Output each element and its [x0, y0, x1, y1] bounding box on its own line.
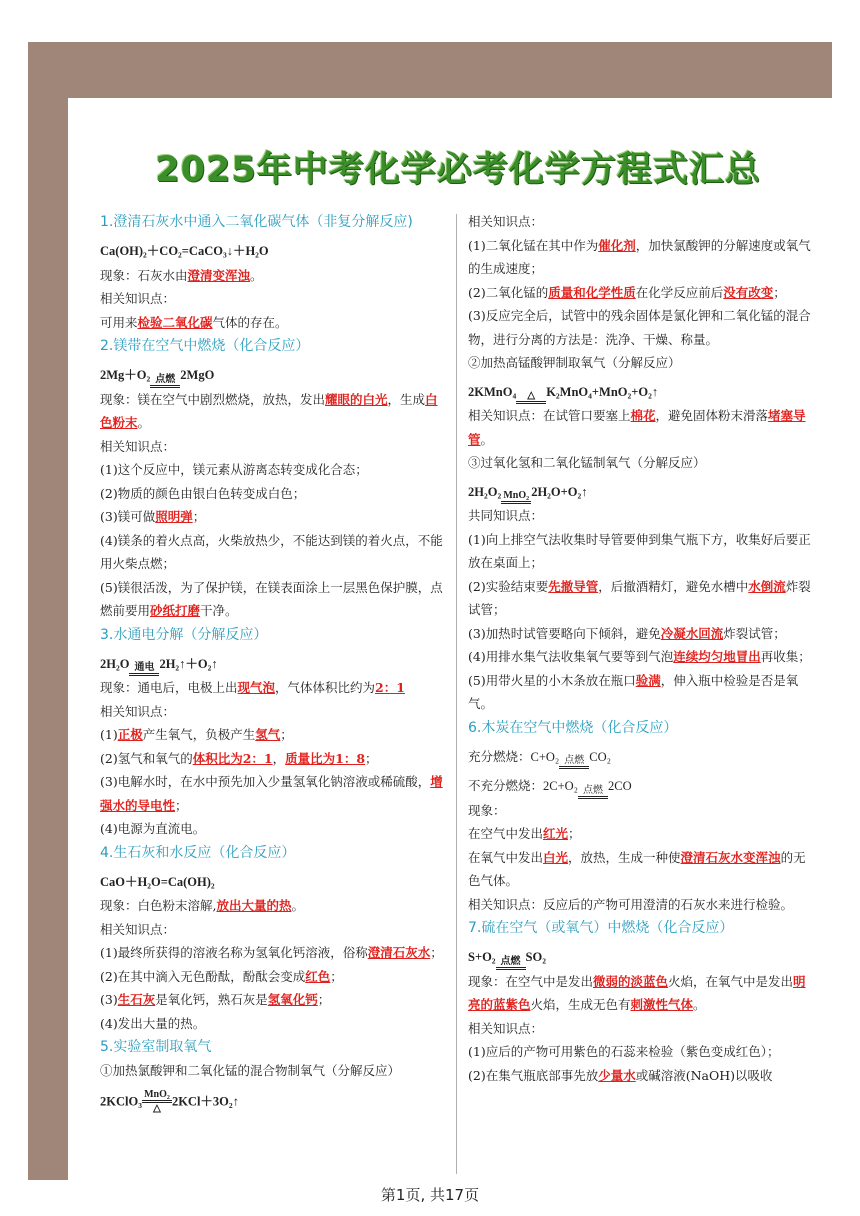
knowledge-2-5: [100, 576, 448, 623]
knowledge-5-3: (3)反应完全后，试管中的残余固体是氯化钾和二氧化锰的混合物，进行分离的方法是：洗净、干燥、称量。: [468, 308, 811, 347]
text-span: △: [153, 1102, 161, 1114]
text-span: 2H₂↑＋O₂↑: [159, 656, 218, 671]
highlight-text: 水倒流: [748, 578, 786, 594]
highlight-text: 现气泡: [237, 680, 276, 695]
highlight-text: 验满: [635, 672, 661, 688]
column-divider: [456, 214, 457, 1174]
section-4-title: 4.生石灰和水反应（化合反应）: [100, 844, 296, 861]
knowledge-label: 相关知识点：: [468, 1020, 544, 1036]
highlight-text: 照明弹: [155, 509, 193, 524]
text-span: 火焰，生成无色有: [530, 997, 631, 1012]
highlight-text: 耀眼的白光: [325, 391, 388, 407]
text-span: (3)镁可做: [100, 509, 156, 524]
highlight-text: 白色粉末: [100, 391, 438, 430]
highlight-text: 冷凝水回流: [660, 625, 724, 641]
text-span: 2H₂O₂: [468, 484, 502, 499]
text-span: 或碱溶液(NaOH)以吸收: [635, 1067, 773, 1083]
text-span: 在空气中发出: [468, 826, 544, 841]
knowledge-2-1: (1)这个反应中，镁元素从游离态转变成化合态；: [100, 462, 368, 477]
text-span: (3)电解水时，在水中预先加入少量氢氧化钠溶液或稀硫酸，: [100, 774, 431, 789]
knowledge-label: 相关知识点：: [100, 703, 176, 719]
page-number: 第1页, 共17页: [380, 1186, 480, 1204]
text-span: ；: [330, 968, 343, 984]
reaction-condition: [578, 785, 608, 799]
text-span: ，避免固体粉末滑落: [655, 408, 769, 423]
text-span: 2MgO: [180, 368, 215, 382]
text-span: ；: [192, 509, 206, 524]
text-span: (3): [100, 992, 118, 1007]
highlight-text: 氢氧化钙: [267, 992, 318, 1007]
text-span: ，加快氯酸钾的分解速度或氧气的生成速度；: [468, 237, 811, 276]
knowledge-5-1: [468, 234, 816, 281]
page-frame: [28, 42, 832, 1180]
text-span: ；: [568, 826, 581, 841]
text-span: (2)实验结束要: [468, 578, 549, 594]
text-span: 通电: [134, 662, 155, 673]
text-span: 。: [137, 415, 151, 430]
text-span: 点燃: [155, 373, 176, 385]
text-span: 2H₂O+O₂↑: [531, 484, 588, 499]
highlight-text: 质量和化学性质: [548, 284, 636, 300]
text-span: 不充分燃烧：2C+O₂: [468, 779, 579, 793]
common-4: [468, 645, 816, 669]
text-span: 现象：镁在空气中剧烈燃烧，放热，发出: [100, 391, 326, 407]
highlight-text: 生石灰: [117, 992, 156, 1007]
highlight-text: 连续均匀地冒出: [673, 649, 761, 664]
section-2-title: 2.镁带在空气中燃烧（化合反应）: [100, 338, 310, 354]
equation-2: [100, 364, 448, 388]
text-span: ；: [365, 750, 378, 766]
text-span: 2CO: [608, 779, 632, 793]
knowledge-4-4: (4)发出大量的热。: [100, 1015, 206, 1031]
highlight-text: 少量水: [598, 1067, 636, 1083]
equation-9: [468, 775, 816, 799]
highlight-text: 白光: [543, 849, 569, 865]
text-span: △: [527, 390, 536, 401]
knowledge-3-3: [100, 770, 448, 817]
text-span: (3)加热时试管要略向下倾斜，避免: [468, 625, 661, 641]
highlight-text: 先撤导管: [548, 578, 599, 594]
highlight-text: 澄清石灰水变浑浊: [680, 849, 781, 865]
text-span: ，生成: [387, 391, 426, 407]
common-knowledge-label: 共同知识点：: [468, 508, 544, 523]
text-span: 的无色气体。: [468, 849, 806, 888]
text-span: 2KCl＋3O₂↑: [171, 1094, 239, 1108]
reaction-condition: [501, 490, 531, 504]
phenomenon-2: [100, 388, 448, 435]
text-span: 2Mg＋O₂: [100, 368, 151, 382]
phenomenon-3: [100, 676, 448, 700]
phenomenon-7: [468, 970, 816, 1017]
equation-10: [468, 946, 816, 970]
highlight-text: 催化剂: [598, 237, 636, 253]
text-span: ，气体体积比约为: [275, 680, 376, 695]
highlight-text: 没有改变: [723, 284, 774, 300]
text-span: (2)在集气瓶底部事先放: [468, 1067, 599, 1083]
knowledge-4-3: [100, 988, 448, 1012]
text-span: 现象：石灰水由: [100, 267, 188, 283]
highlight-text: 刺激性气体: [630, 997, 694, 1012]
text-span: 火焰，在氧气中是发出: [668, 973, 794, 989]
common-2: [468, 575, 816, 622]
text-span: MnO₂: [503, 490, 530, 501]
equation-4: CaO＋H₂O=Ca(OH)₂: [100, 874, 215, 889]
common-3: [468, 622, 816, 646]
text-span: ；: [280, 727, 293, 742]
text-span: 现象：在空气中是发出: [468, 973, 594, 989]
knowledge-7-1: (1)应后的产物可用紫色的石蕊来检验（紫色变成红色）；: [468, 1044, 780, 1059]
reaction-condition: [559, 755, 589, 769]
knowledge-label: 相关知识点：: [100, 291, 176, 306]
knowledge-2-2: (2)物质的颜色由银白色转变成白色；: [100, 485, 306, 501]
knowledge-3-1: (1)正极产生氧气，负极产生氢气；: [100, 727, 293, 742]
text-span: 。: [291, 898, 305, 913]
phenomenon-6-2: [468, 846, 816, 893]
highlight-text: 体积比为2：1: [192, 750, 273, 766]
section-3-title: 3.水通电分解（分解反应）: [100, 626, 268, 643]
text-span: S+O₂: [468, 950, 496, 964]
method-2: ②加热高锰酸钾制取氧气（分解反应）: [468, 355, 681, 370]
text-span: 再收集；: [760, 649, 811, 664]
highlight-text: 2：1: [375, 680, 405, 695]
text-span: CO₂: [589, 749, 612, 764]
text-span: 现象：白色粉末溶解,: [100, 898, 217, 913]
left-column: [100, 210, 448, 1114]
highlight-text: 棉花: [630, 408, 656, 423]
highlight-text: 红光: [543, 826, 569, 841]
section-7-title: 7.硫在空气（或氧气）中燃烧（化合反应）: [468, 920, 734, 936]
equation-5: [100, 1089, 448, 1114]
highlight-text: 砂纸打磨: [150, 603, 201, 618]
method-1: ①加热氯酸钾和二氧化锰的混合物制氧气（分解反应）: [100, 1063, 401, 1078]
text-span: 相关知识点：在试管口要塞上: [468, 408, 631, 423]
phenomenon-label: 现象：: [468, 802, 506, 818]
reaction-condition: [516, 390, 546, 404]
text-span: 是氧化钙，熟石灰是: [155, 992, 268, 1007]
phenomenon-1: [100, 264, 448, 288]
text-span: ，伸入瓶中检验是否是氧气。: [468, 672, 799, 711]
text-span: 炸裂试管；: [468, 578, 811, 617]
text-span: SO₂: [525, 950, 546, 964]
reaction-condition: [129, 662, 159, 676]
equation-1: Ca(OH)₂＋CO₂=CaCO₃↓＋H₂O: [100, 244, 269, 258]
highlight-text: 质量比为1：8: [285, 750, 366, 766]
equation-3: [100, 653, 448, 677]
text-span: 2KClO₃: [100, 1094, 142, 1108]
highlight-text: 增强水的导电性: [100, 774, 443, 813]
text-span: 。: [250, 267, 263, 283]
text-span: (2)二氧化锰的: [468, 284, 549, 300]
knowledge-2-4: (4)镁条的着火点高，火柴放热少，不能达到镁的着火点，不能用火柴点燃；: [100, 532, 443, 571]
text-span: (1)最终所获得的溶液名称为氢氧化钙溶液，俗称: [100, 945, 368, 960]
text-span: (1)二氧化锰在其中作为: [468, 237, 599, 253]
method-3: ③过氧化氢和二氧化锰制氧气（分解反应）: [468, 455, 706, 470]
text-span: 。: [693, 997, 706, 1012]
knowledge-4-2: [100, 965, 448, 989]
text-span: ；: [773, 284, 786, 300]
text-span: 可用来: [100, 314, 138, 330]
right-column: [468, 210, 816, 1087]
text-span: 点燃: [583, 784, 604, 796]
knowledge-6: 相关知识点：反应后的产物可用澄清的石灰水来进行检验。: [468, 896, 794, 912]
common-5: [468, 669, 816, 716]
text-span: ；: [430, 945, 443, 960]
highlight: 检验二氧化碳: [137, 314, 213, 330]
text-span: ；: [175, 797, 188, 813]
text-span: 产生氧气，负极产生: [142, 727, 256, 742]
equation-6: [468, 381, 816, 405]
document-title: 2025年中考化学必考化学方程式汇总: [155, 150, 761, 190]
equation-7: [468, 481, 816, 505]
text-span: 2H₂O: [100, 656, 130, 671]
highlight-text: 放出大量的热: [216, 898, 292, 913]
highlight-text: 明亮的蓝紫色: [468, 973, 806, 1012]
page-content: [68, 98, 848, 1208]
text-span: (5)用带火星的小木条放在瓶口: [468, 672, 636, 688]
highlight-text: 堵塞导管: [468, 408, 806, 447]
knowledge-7-2: [468, 1064, 816, 1088]
highlight-text: 微弱的淡蓝色: [593, 973, 669, 989]
text-span: 在化学反应前后: [635, 284, 724, 300]
text-span: 干净。: [200, 603, 238, 618]
text-span: ，: [272, 750, 286, 766]
text-span: (4)用排水集气法收集氧气要等到气泡: [468, 649, 674, 664]
common-1: (1)向上排空气法收集时导管要伸到集气瓶下方，收集好后要正放在桌面上；: [468, 531, 811, 570]
equation-8: [468, 746, 816, 770]
section-5-title: 5.实验室制取氧气: [100, 1039, 212, 1055]
knowledge-label: 相关知识点：: [468, 214, 544, 229]
knowledge-3-4: (4)电源为直流电。: [100, 821, 206, 836]
text-span: 点燃: [500, 955, 521, 967]
text-span: ，后撤酒精灯，避免水槽中: [598, 578, 749, 594]
highlight-text: 正极: [117, 727, 143, 742]
highlight-text: 澄清石灰水: [367, 945, 431, 960]
reaction-condition: [496, 956, 526, 970]
text-span: ，放热，生成一种使: [568, 849, 681, 865]
knowledge-2-3: [100, 505, 448, 529]
text-span: ；: [317, 992, 331, 1007]
text-span: 现象：通电后，电极上出: [100, 680, 238, 695]
reaction-condition: [142, 1089, 172, 1114]
knowledge-label: 相关知识点：: [100, 921, 176, 937]
text-span: 。: [480, 431, 494, 447]
highlight-text: 红色: [305, 968, 331, 984]
phenomenon-6-1: [468, 822, 816, 846]
phenomenon-4: [100, 894, 448, 918]
highlight-text: 氢气: [255, 727, 281, 742]
section-1-title: 1.澄清石灰水中通入二氧化碳气体（非复分解反应): [100, 214, 413, 230]
text-span: 2KMnO₄: [468, 384, 517, 399]
text-span: 点燃: [564, 755, 585, 766]
reaction-condition: [150, 374, 180, 388]
text-span: (5)镁很活泼，为了保护镁，在镁表面涂上一层黑色保护膜，点燃前要用: [100, 579, 443, 618]
text-span: 充分燃烧：C+O₂: [468, 749, 560, 764]
text-span: 气体的存在。: [212, 314, 288, 330]
knowledge-1: [100, 311, 448, 335]
text-span: 炸裂试管；: [723, 625, 786, 641]
knowledge-label: 相关知识点：: [100, 438, 176, 454]
text-span: MnO₂: [144, 1088, 170, 1100]
knowledge-4-1: [100, 941, 448, 965]
text-span: (2)氢气和氧气的: [100, 750, 193, 766]
text-span: 在氧气中发出: [468, 849, 544, 865]
knowledge-5-2: [468, 281, 816, 305]
knowledge-5-4: [468, 404, 816, 451]
highlight: 澄清变浑浊: [187, 267, 251, 283]
text-span: (2)在其中滴入无色酚酞，酚酞会变成: [100, 968, 306, 984]
knowledge-3-2: [100, 747, 448, 771]
text-span: K₂MnO₄+MnO₂+O₂↑: [546, 384, 659, 399]
section-6-title: 6.木炭在空气中燃烧（化合反应）: [468, 719, 678, 736]
